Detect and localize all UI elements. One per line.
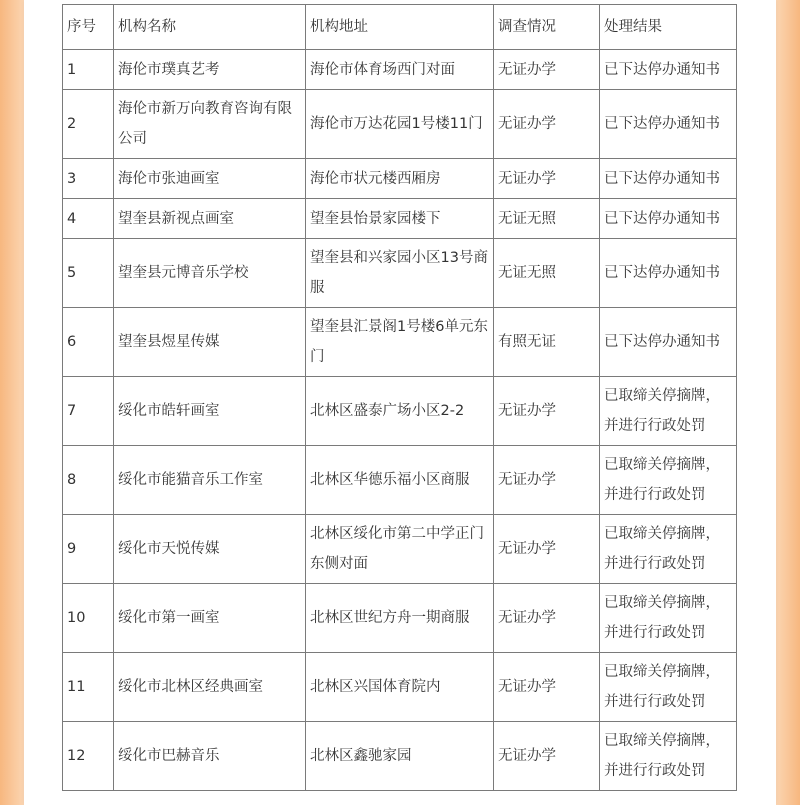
cell-address: 北林区鑫驰家园 [306, 722, 494, 791]
cell-no: 10 [63, 584, 114, 653]
cell-address: 北林区华德乐福小区商服 [306, 446, 494, 515]
table-row [63, 515, 737, 584]
cell-address: 海伦市状元楼西厢房 [306, 159, 494, 199]
cell-result: 已下达停办通知书 [600, 159, 737, 199]
cell-no: 7 [63, 377, 114, 446]
cell-no: 12 [63, 722, 114, 791]
cell-name: 海伦市新万向教育咨询有限公司 [114, 90, 306, 159]
cell-address: 北林区世纪方舟一期商服 [306, 584, 494, 653]
table-row [63, 377, 737, 446]
cell-investigation: 无证办学 [494, 515, 600, 584]
cell-address: 北林区盛泰广场小区2-2 [306, 377, 494, 446]
table-row [63, 446, 737, 515]
cell-result: 已下达停办通知书 [600, 90, 737, 159]
cell-name: 绥化市北林区经典画室 [114, 653, 306, 722]
cell-investigation: 无证办学 [494, 90, 600, 159]
cell-name: 望奎县煜星传媒 [114, 308, 306, 377]
header-result: 处理结果 [600, 5, 737, 50]
cell-investigation: 无证办学 [494, 159, 600, 199]
table-row [63, 722, 737, 791]
cell-name: 望奎县新视点画室 [114, 199, 306, 239]
cell-no: 8 [63, 446, 114, 515]
institutions-table [62, 4, 737, 791]
cell-name: 绥化市第一画室 [114, 584, 306, 653]
cell-investigation: 无证办学 [494, 377, 600, 446]
cell-result: 已取缔关停摘牌，并进行行政处罚 [600, 515, 737, 584]
cell-investigation: 无证办学 [494, 722, 600, 791]
header-name: 机构名称 [114, 5, 306, 50]
cell-investigation: 无证办学 [494, 446, 600, 515]
cell-investigation: 无证无照 [494, 199, 600, 239]
cell-no: 4 [63, 199, 114, 239]
cell-no: 1 [63, 50, 114, 90]
table-header [63, 5, 737, 50]
table-row [63, 90, 737, 159]
cell-name: 海伦市璞真艺考 [114, 50, 306, 90]
cell-result: 已取缔关停摘牌，并进行行政处罚 [600, 584, 737, 653]
cell-name: 绥化市皓轩画室 [114, 377, 306, 446]
header-row [63, 5, 737, 50]
cell-result: 已取缔关停摘牌，并进行行政处罚 [600, 446, 737, 515]
cell-name: 海伦市张迪画室 [114, 159, 306, 199]
table-row [63, 50, 737, 90]
cell-address: 望奎县和兴家园小区13号商服 [306, 239, 494, 308]
cell-no: 5 [63, 239, 114, 308]
cell-no: 3 [63, 159, 114, 199]
cell-investigation: 无证无照 [494, 239, 600, 308]
header-address: 机构地址 [306, 5, 494, 50]
cell-result: 已取缔关停摘牌，并进行行政处罚 [600, 722, 737, 791]
cell-name: 绥化市能猫音乐工作室 [114, 446, 306, 515]
cell-address: 望奎县汇景阁1号楼6单元东门 [306, 308, 494, 377]
cell-address: 海伦市万达花园1号楼11门 [306, 90, 494, 159]
cell-result: 已下达停办通知书 [600, 308, 737, 377]
table-row [63, 239, 737, 308]
cell-investigation: 无证办学 [494, 653, 600, 722]
table-row [63, 584, 737, 653]
cell-name: 绥化市巴赫音乐 [114, 722, 306, 791]
cell-no: 11 [63, 653, 114, 722]
table-row [63, 653, 737, 722]
cell-no: 9 [63, 515, 114, 584]
cell-name: 望奎县元博音乐学校 [114, 239, 306, 308]
header-investigation: 调查情况 [494, 5, 600, 50]
cell-address: 望奎县怡景家园楼下 [306, 199, 494, 239]
cell-address: 北林区绥化市第二中学正门东侧对面 [306, 515, 494, 584]
cell-result: 已下达停办通知书 [600, 50, 737, 90]
table-row [63, 159, 737, 199]
cell-name: 绥化市天悦传媒 [114, 515, 306, 584]
cell-address: 北林区兴国体育院内 [306, 653, 494, 722]
cell-address: 海伦市体育场西门对面 [306, 50, 494, 90]
cell-no: 6 [63, 308, 114, 377]
table-row [63, 308, 737, 377]
cell-result: 已下达停办通知书 [600, 199, 737, 239]
table-row [63, 199, 737, 239]
cell-investigation: 无证办学 [494, 584, 600, 653]
cell-result: 已取缔关停摘牌，并进行行政处罚 [600, 653, 737, 722]
cell-result: 已下达停办通知书 [600, 239, 737, 308]
cell-no: 2 [63, 90, 114, 159]
cell-result: 已取缔关停摘牌，并进行行政处罚 [600, 377, 737, 446]
cell-investigation: 无证办学 [494, 50, 600, 90]
table-body [63, 50, 737, 791]
header-no: 序号 [63, 5, 114, 50]
cell-investigation: 有照无证 [494, 308, 600, 377]
